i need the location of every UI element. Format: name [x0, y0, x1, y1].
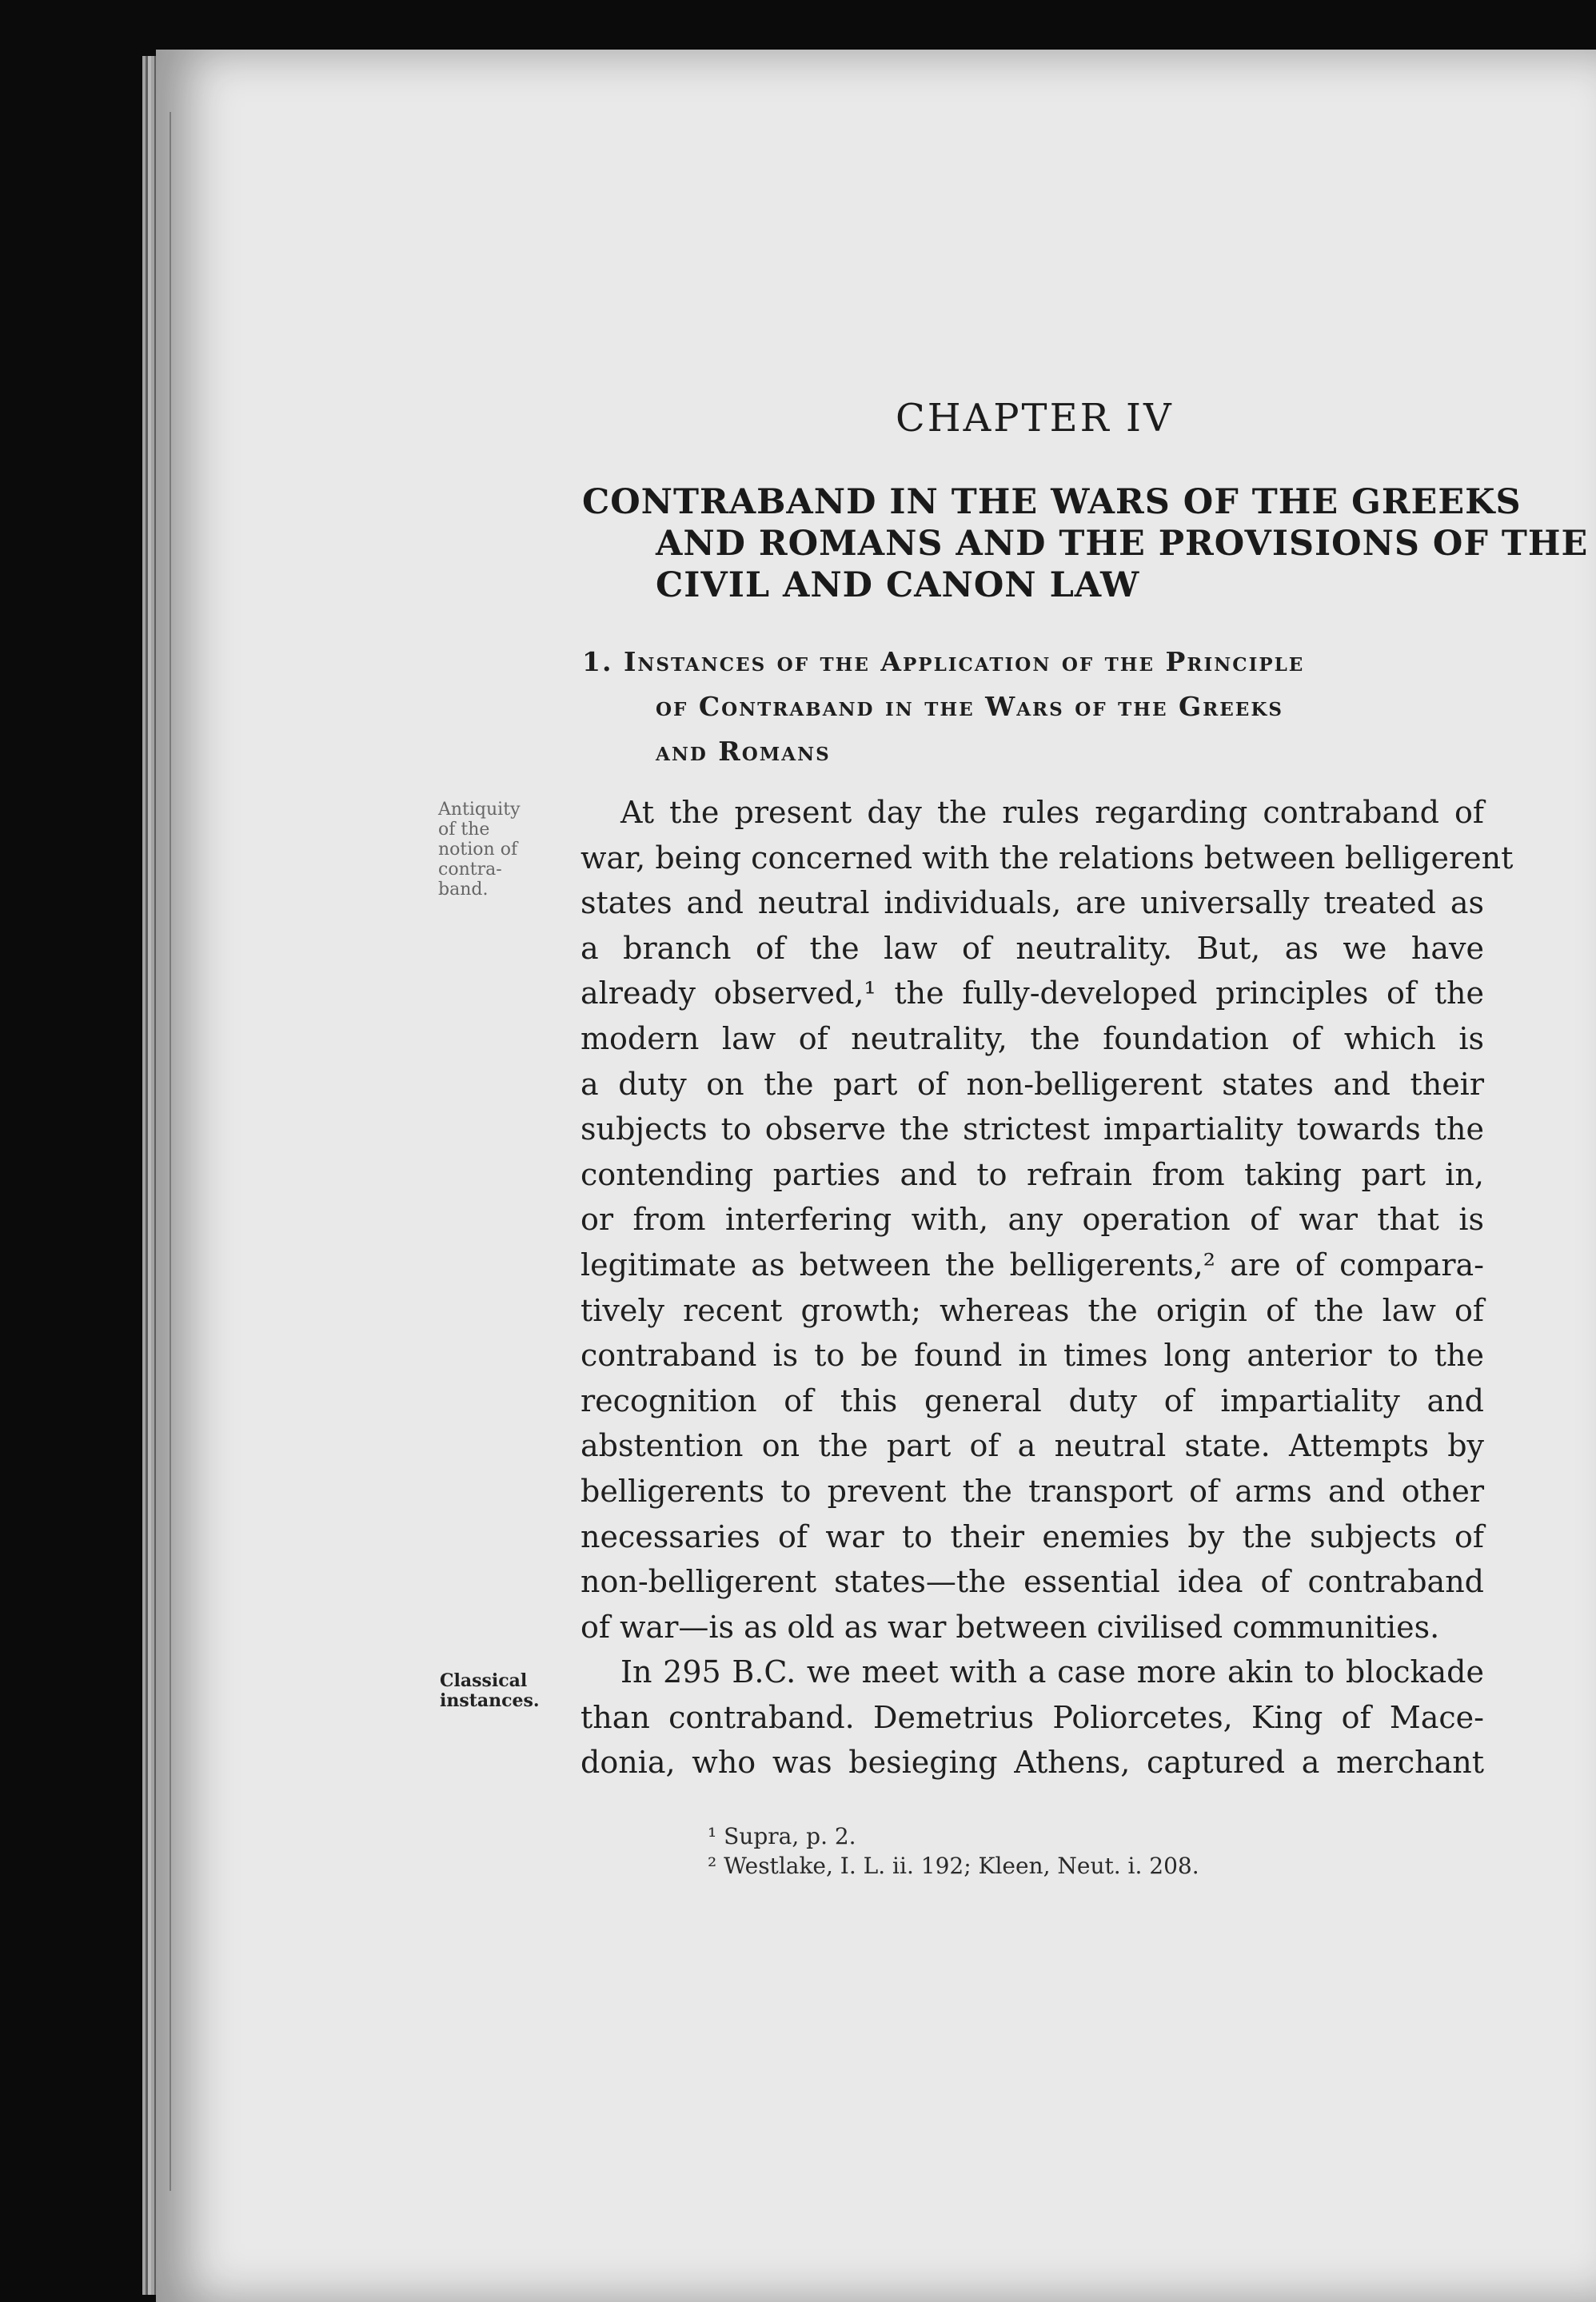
- section-heading-line: AND ROMANS AND THE PROVISIONS OF THE: [656, 524, 1589, 564]
- body-line: war, being concerned with the relations between belligerent: [581, 840, 1514, 876]
- body-line: subjects to observe the strictest impartiality towards the: [581, 1111, 1484, 1147]
- body-line: contending parties and to refrain from taking part in,: [581, 1156, 1484, 1192]
- margin-note-line: Antiquity: [438, 800, 521, 820]
- margin-note-antiquity: [438, 800, 550, 900]
- body-line: non-belligerent states—the essential idea of contraband: [581, 1564, 1484, 1600]
- body-line: necessaries of war to their enemies by the subjects of: [581, 1518, 1484, 1554]
- body-line: a branch of the law of neutrality. But, as we have: [581, 930, 1484, 966]
- margin-note-line: of the: [438, 820, 490, 840]
- section-heading-line: CONTRABAND IN THE WARS OF THE GREEKS: [582, 482, 1522, 522]
- body-line: belligerents to prevent the transport of arms and other: [581, 1473, 1484, 1509]
- margin-note-line: contra-: [438, 860, 502, 880]
- subsection-heading: [582, 640, 1494, 774]
- section-heading: [582, 481, 1589, 606]
- margin-note-classical: [438, 1671, 550, 1711]
- margin-note-line: instances.: [440, 1690, 540, 1711]
- body-line: donia, who was besieging Athens, captured a merchant: [581, 1745, 1484, 1781]
- margin-note-line: Classical: [440, 1670, 528, 1691]
- body-line: abstention on the part of a neutral state. Attempts by: [581, 1428, 1484, 1464]
- body-line: tively recent growth; whereas the origin of the law of: [581, 1292, 1484, 1328]
- body-line: or from interfering with, any operation of war that is: [581, 1202, 1484, 1238]
- body-line: than contraband. Demetrius Poliorcetes, King of Mace-: [581, 1699, 1484, 1735]
- body-line: legitimate as between the belligerents,² are of compara-: [581, 1247, 1484, 1283]
- footnote: ² Westlake, I. L. ii. 192; Kleen, Neut. i. 208.: [708, 1853, 1199, 1879]
- subsection-heading-line: 1. Instances of the Application of the Principle: [582, 646, 1305, 677]
- subsection-heading-line: of Contraband in the Wars of the Greeks: [656, 691, 1283, 722]
- margin-note-line: band.: [438, 880, 489, 900]
- footnote: ¹ Supra, p. 2.: [708, 1823, 856, 1849]
- body-line: recognition of this general duty of impartiality and: [581, 1382, 1484, 1418]
- body-line: modern law of neutrality, the foundation of which is: [581, 1020, 1484, 1056]
- body-line: At the present day the rules regarding contraband of: [620, 795, 1484, 830]
- binding-shadow: [170, 112, 171, 2191]
- subsection-heading-line: and Romans: [656, 736, 831, 767]
- body-line: of war—is as old as war between civilised communities.: [581, 1609, 1440, 1645]
- footnotes: [708, 1821, 1427, 1881]
- body-text: [581, 790, 1514, 1785]
- section-heading-line: CIVIL AND CANON LAW: [656, 565, 1140, 605]
- margin-note-line: notion of: [438, 840, 518, 860]
- body-line: states and neutral individuals, are universally treated as: [581, 885, 1484, 921]
- body-line: In 295 B.C. we meet with a case more akin to blockade: [620, 1654, 1484, 1690]
- body-line: contraband is to be found in times long anterior to the: [581, 1338, 1484, 1374]
- chapter-heading: CHAPTER IV: [896, 396, 1174, 441]
- body-line: a duty on the part of non-belligerent states and their: [581, 1066, 1484, 1102]
- body-line: already observed,¹ the fully-developed principles of the: [581, 975, 1484, 1011]
